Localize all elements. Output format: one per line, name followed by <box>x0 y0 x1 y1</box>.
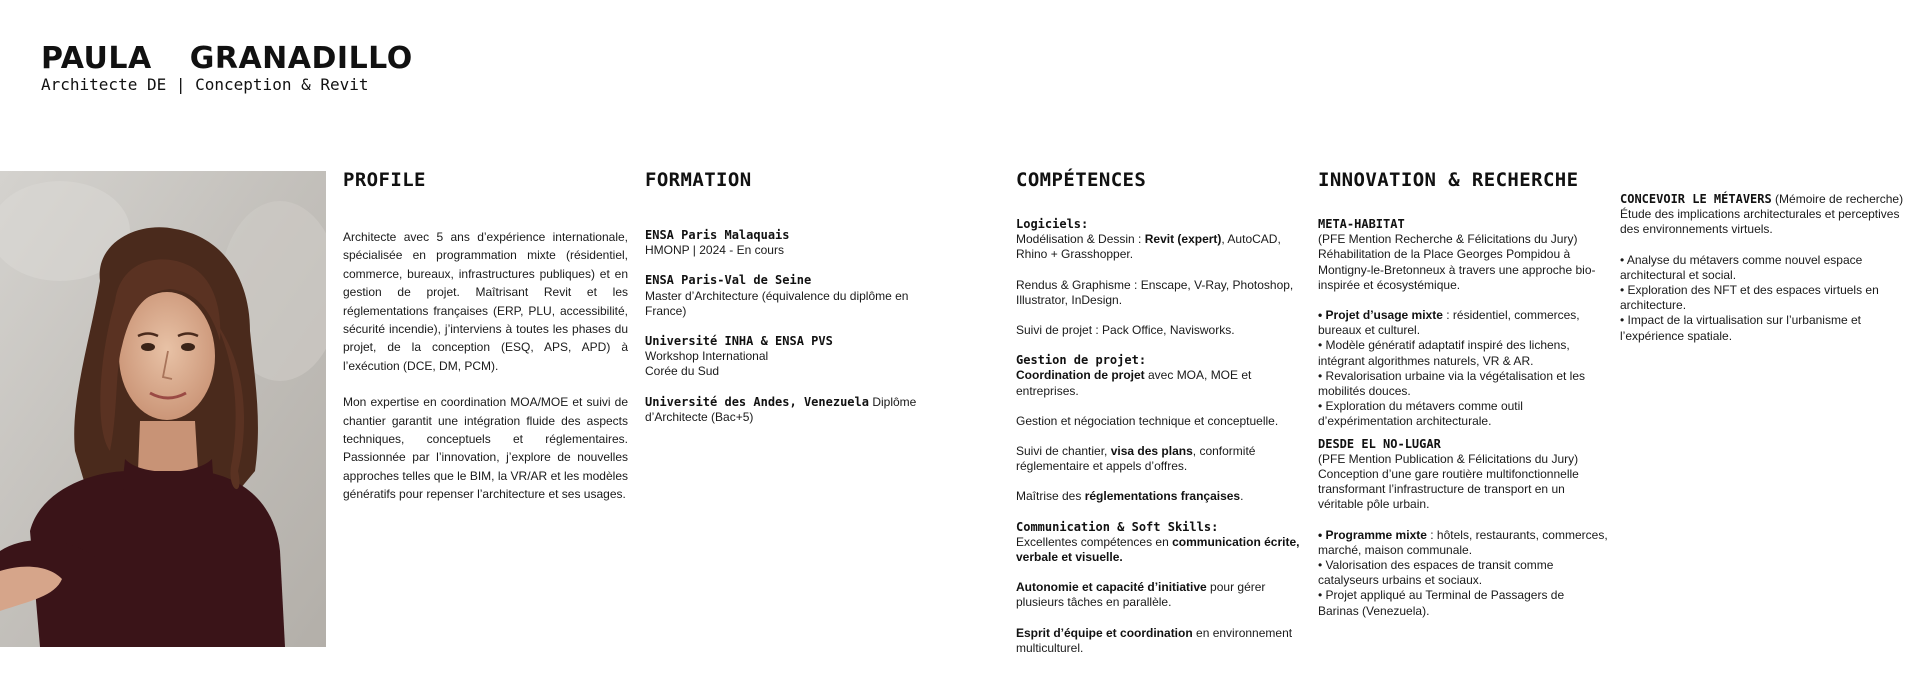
skill-line: Suivi de projet : Pack Office, Navisworks. <box>1016 323 1235 338</box>
profile-paragraph: Architecte avec 5 ans d’expérience internationale, spécialisée en programmation mixte (résidentiel, commerce, bureaux, infrastructures publiques) et en gestion de projet. Maîtrisant Revit et les réglementations françaises (ERP, PLU, accessibilité, sécurité incendie), j’interviens à toutes les phases du projet, de la conception (ESQ, APS, APD) à l’exécution (DCE, DM, PCM). <box>343 230 628 373</box>
project-title: CONCEVOIR LE MÉTAVERS <box>1620 192 1772 206</box>
project-subtitle: (PFE Mention Publication & Félicitations du Jury) <box>1318 451 1579 466</box>
project-bullet: • Projet appliqué au Terminal de Passagers de Barinas (Venezuela). <box>1318 588 1565 618</box>
skill-line: Modélisation & Dessin : Revit (expert), AutoCAD, Rhino + Grasshopper. <box>1016 232 1281 262</box>
formation-detail: Diplôme d’Architecte (Bac+5) <box>645 394 917 424</box>
full-name <box>41 42 413 76</box>
first-name: PAULA <box>41 41 152 76</box>
portrait-photo <box>0 171 326 647</box>
project-description: Étude des implications architecturales et perceptives des environnements virtuels. <box>1620 207 1900 237</box>
formation-detail: Workshop International <box>645 349 769 364</box>
project-bullet: • Analyse du métavers comme nouvel espace architectural et social. <box>1620 252 1863 282</box>
formation-item <box>645 273 925 319</box>
skill-line: Autonomie et capacité d’initiative pour gérer plusieurs tâches en parallèle. <box>1016 580 1266 610</box>
project-bullet: • Programme mixte : hôtels, restaurants, commerces, marché, maison communale. <box>1318 527 1608 557</box>
skill-line: Suivi de chantier, visa des plans, conformité réglementaire et appels d’offres. <box>1016 444 1256 474</box>
skill-line: Maîtrise des réglementations françaises. <box>1016 489 1244 504</box>
skills-section <box>1016 168 1302 656</box>
formation-title: FORMATION <box>645 169 752 191</box>
innovation-title: INNOVATION & RECHERCHE <box>1318 169 1579 191</box>
school-name: Université des Andes, Venezuela <box>645 394 869 409</box>
tagline: Architecte DE | Conception & Revit <box>41 75 369 94</box>
header <box>41 42 413 95</box>
project-bullet: • Revalorisation urbaine via la végétalisation et les mobilités douces. <box>1318 368 1586 399</box>
project-bullet: • Modèle génératif adaptatif inspiré des lichens, intégrant algorithmes naturels, VR & AR. <box>1318 338 1570 368</box>
innovation-section <box>1318 168 1608 619</box>
project-description: Conception d’une gare routière multifonctionnelle transformant l’infrastructure de transport en un véritable pôle urbain. <box>1318 467 1579 512</box>
project-bullet: • Exploration du métavers comme outil d’expérimentation architecturale. <box>1318 399 1523 429</box>
project-title: DESDE EL NO-LUGAR <box>1318 436 1441 451</box>
formation-detail: Master d’Architecture (équivalence du diplôme en France) <box>645 288 909 318</box>
project-title: META-HABITAT <box>1318 217 1405 231</box>
formation-section <box>645 168 925 425</box>
project-bullet: • Projet d’usage mixte : résidentiel, commerces, bureaux et culturel. <box>1318 308 1580 338</box>
formation-detail: HMONP | 2024 - En cours <box>645 243 784 258</box>
project-description: Réhabilitation de la Place Georges Pompidou à Montigny-le-Bretonneux à travers une approche bio-inspirée et écosystémique. <box>1318 247 1596 292</box>
skill-line: Gestion et négociation technique et conceptuelle. <box>1016 413 1279 428</box>
project-subtitle: (Mémoire de recherche) <box>1771 192 1904 206</box>
project-subtitle: (PFE Mention Recherche & Félicitations du Jury) <box>1318 232 1578 247</box>
skills-title: COMPÉTENCES <box>1016 169 1147 191</box>
profile-paragraph: Mon expertise en coordination MOA/MOE et suivi de chantier garantit une intégration fluide des aspects techniques, conceptuels et réglementaires. Passionnée par l’innovation, j’explore de nouvelles approches telles que le BIM, la VR/AR et les modèles génératifs pour repenser l’architecture et ses usages. <box>343 395 628 502</box>
project-bullet: • Exploration des NFT et des espaces virtuels en architecture. <box>1620 283 1879 313</box>
innovation-section-continued <box>1620 192 1910 344</box>
formation-item <box>645 334 925 380</box>
profile-section <box>343 168 628 504</box>
skill-line: Esprit d’équipe et coordination en environnement multiculturel. <box>1016 625 1293 655</box>
skill-line: Excellentes compétences en communication écrite, verbale et visuelle. <box>1016 534 1300 565</box>
project-bullet: • Valorisation des espaces de transit comme catalyseurs urbains et sociaux. <box>1318 558 1554 588</box>
soft-skills-heading: Communication & Soft Skills: <box>1016 519 1219 534</box>
project-heading <box>1620 192 1910 207</box>
skill-line: Rendus & Graphisme : Enscape, V-Ray, Photoshop, Illustrator, InDesign. <box>1016 277 1294 307</box>
profile-title: PROFILE <box>343 169 426 191</box>
skill-line: Coordination de projet avec MOA, MOE et entreprises. <box>1016 368 1252 398</box>
formation-detail: Corée du Sud <box>645 364 720 379</box>
school-name: Université INHA & ENSA PVS <box>645 334 833 349</box>
project-bullet: • Impact de la virtualisation sur l’urbanisme et l’expérience spatiale. <box>1620 313 1861 343</box>
formation-item <box>645 228 925 258</box>
school-name: ENSA Paris-Val de Seine <box>645 273 812 288</box>
last-name: GRANADILLO <box>189 41 413 76</box>
school-name: ENSA Paris Malaquais <box>645 228 790 242</box>
formation-item <box>645 395 925 425</box>
software-heading: Logiciels: <box>1016 217 1089 231</box>
project-management-heading: Gestion de projet: <box>1016 353 1147 368</box>
